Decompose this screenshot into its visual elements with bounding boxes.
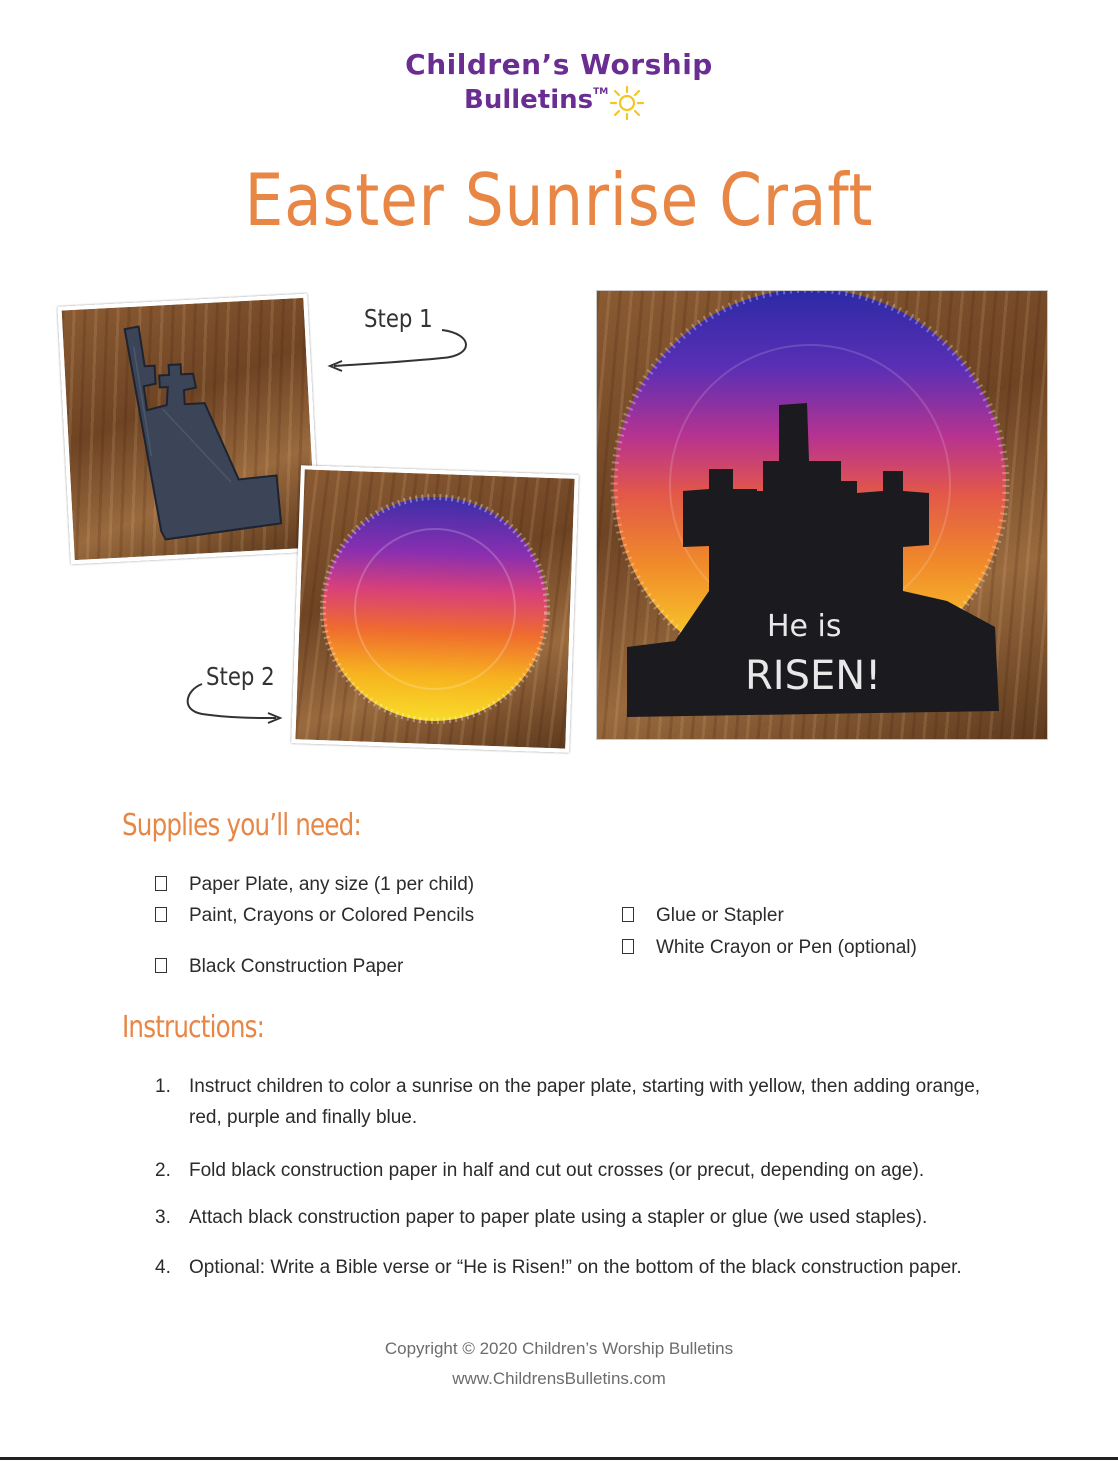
step-text: Attach black construction paper to paper plate using a stapler or glue (we used staples).	[189, 1207, 928, 1228]
step1-photo	[57, 294, 320, 565]
sun-icon	[607, 85, 647, 121]
instruction-step	[155, 1252, 995, 1314]
logo	[0, 48, 1118, 128]
logo-bulletins-text: Bulletins	[464, 85, 594, 115]
step2-label: Step 2	[206, 662, 275, 691]
supply-item	[622, 937, 917, 959]
step-number: 3.	[155, 1207, 171, 1228]
step2-arrow-icon	[180, 676, 290, 726]
instructions-heading: Instructions:	[122, 1010, 265, 1045]
step2-photo	[291, 465, 579, 753]
finished-craft-photo	[596, 290, 1048, 740]
copyright-text: Copyright © 2020 Children’s Worship Bulletins	[384, 1339, 734, 1358]
supply-item	[155, 956, 403, 978]
checkbox-icon[interactable]	[622, 939, 634, 954]
supply-item-label: Paper Plate, any size (1 per child)	[189, 874, 475, 895]
checkbox-icon[interactable]	[622, 907, 634, 922]
step-number: 4.	[155, 1257, 171, 1278]
finished-craft-illustration	[597, 291, 1047, 739]
step-number: 2.	[155, 1160, 171, 1181]
plate-text-line2: RISEN!	[745, 653, 882, 699]
supply-item	[622, 905, 784, 927]
step1-label: Step 1	[364, 304, 433, 333]
step-text: Optional: Write a Bible verse or “He is Risen!” on the bottom of the black construction paper.	[189, 1257, 962, 1278]
step1-arrow-icon	[324, 318, 484, 378]
step-number: 1.	[155, 1076, 171, 1097]
step-text: Fold black construction paper in half and cut out crosses (or precut, depending on age).	[189, 1160, 925, 1181]
plate-text-line1: He is	[767, 609, 842, 644]
supply-item-label: Glue or Stapler	[656, 905, 784, 926]
logo-line-1: Children’s Worship	[405, 48, 713, 81]
painted-plate-illustration	[295, 469, 574, 748]
logo-line-2	[464, 85, 608, 115]
instruction-step	[155, 1071, 995, 1133]
instruction-step	[155, 1202, 995, 1233]
supply-item-label: White Crayon or Pen (optional)	[656, 937, 917, 958]
instruction-step	[155, 1155, 995, 1186]
website-link[interactable]: www.ChildrensBulletins.com	[452, 1369, 666, 1388]
supply-item-label: Paint, Crayons or Colored Pencils	[189, 905, 475, 926]
trademark-mark: TM	[593, 87, 609, 97]
supply-item	[155, 874, 474, 896]
checkbox-icon[interactable]	[155, 907, 167, 922]
supply-item	[155, 905, 474, 927]
supplies-heading: Supplies you’ll need:	[122, 808, 361, 843]
cross-cutout-illustration	[62, 298, 317, 560]
bottom-divider	[0, 1457, 1118, 1460]
checkbox-icon[interactable]	[155, 876, 167, 891]
checkbox-icon[interactable]	[155, 958, 167, 973]
supply-item-label: Black Construction Paper	[189, 956, 404, 977]
page-title: Easter Sunrise Craft	[244, 158, 874, 242]
step-text: Instruct children to color a sunrise on the paper plate, starting with yellow, then adding orange, red, purple and finally blue.	[189, 1076, 981, 1128]
